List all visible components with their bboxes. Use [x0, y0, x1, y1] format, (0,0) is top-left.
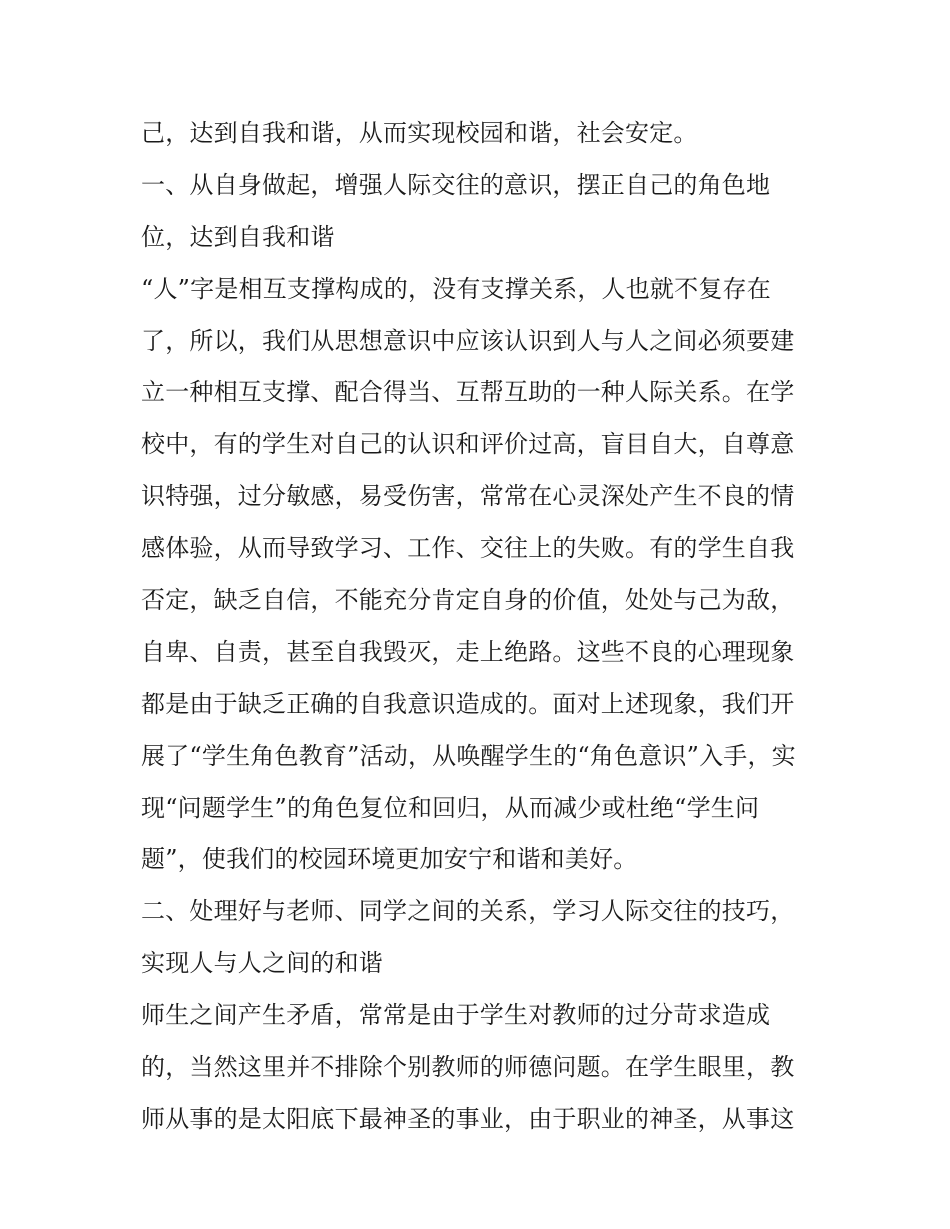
section-heading-line: 实现人与人之间的和谐	[141, 949, 383, 978]
text-line: “人”字是相互支撑构成的，没有支撑关系，人也就不复存在	[141, 274, 771, 303]
text-line: 题”，使我们的校园环境更加安宁和谐和美好。	[141, 845, 638, 874]
section-heading-line: 二、处理好与老师、同学之间的关系，学习人际交往的技巧，	[141, 897, 795, 926]
text-line: 己，达到自我和谐，从而实现校园和谐，社会安定。	[141, 119, 698, 147]
text-line: 立一种相互支撑、配合得当、互帮互助的一种人际关系。在学	[141, 378, 795, 407]
text-line: 现“问题学生”的角色复位和回归，从而减少或杜绝“学生问	[141, 793, 760, 822]
body-text	[141, 108, 831, 1146]
text-line: 感体验，从而导致学习、工作、交往上的失败。有的学生自我	[141, 534, 795, 563]
text-line: 了，所以，我们从思想意识中应该认识到人与人之间必须要建	[141, 326, 795, 355]
section-heading-line: 一、从自身做起，增强人际交往的意识，摆正自己的角色地	[141, 170, 771, 199]
text-line: 的，当然这里并不排除个别教师的师德问题。在学生眼里，教	[141, 1053, 795, 1082]
text-line: 校中，有的学生对自己的认识和评价过高，盲目自大，自尊意	[141, 430, 795, 459]
text-line: 师生之间产生矛盾，常常是由于学生对教师的过分苛求造成	[141, 1001, 771, 1030]
text-line: 识特强，过分敏感，易受伤害，常常在心灵深处产生不良的情	[141, 482, 795, 511]
text-line: 自卑、自责，甚至自我毁灭，走上绝路。这些不良的心理现象	[141, 637, 795, 666]
text-line: 都是由于缺乏正确的自我意识造成的。面对上述现象，我们开	[141, 689, 795, 718]
text-line: 否定，缺乏自信，不能充分肯定自身的价值，处处与己为敌，	[141, 586, 795, 615]
text-line: 展了“学生角色教育”活动，从唤醒学生的“角色意识”入手，实	[141, 741, 796, 770]
text-line: 师从事的是太阳底下最神圣的事业，由于职业的神圣，从事这	[141, 1104, 795, 1133]
section-heading-line: 位，达到自我和谐	[141, 222, 335, 251]
